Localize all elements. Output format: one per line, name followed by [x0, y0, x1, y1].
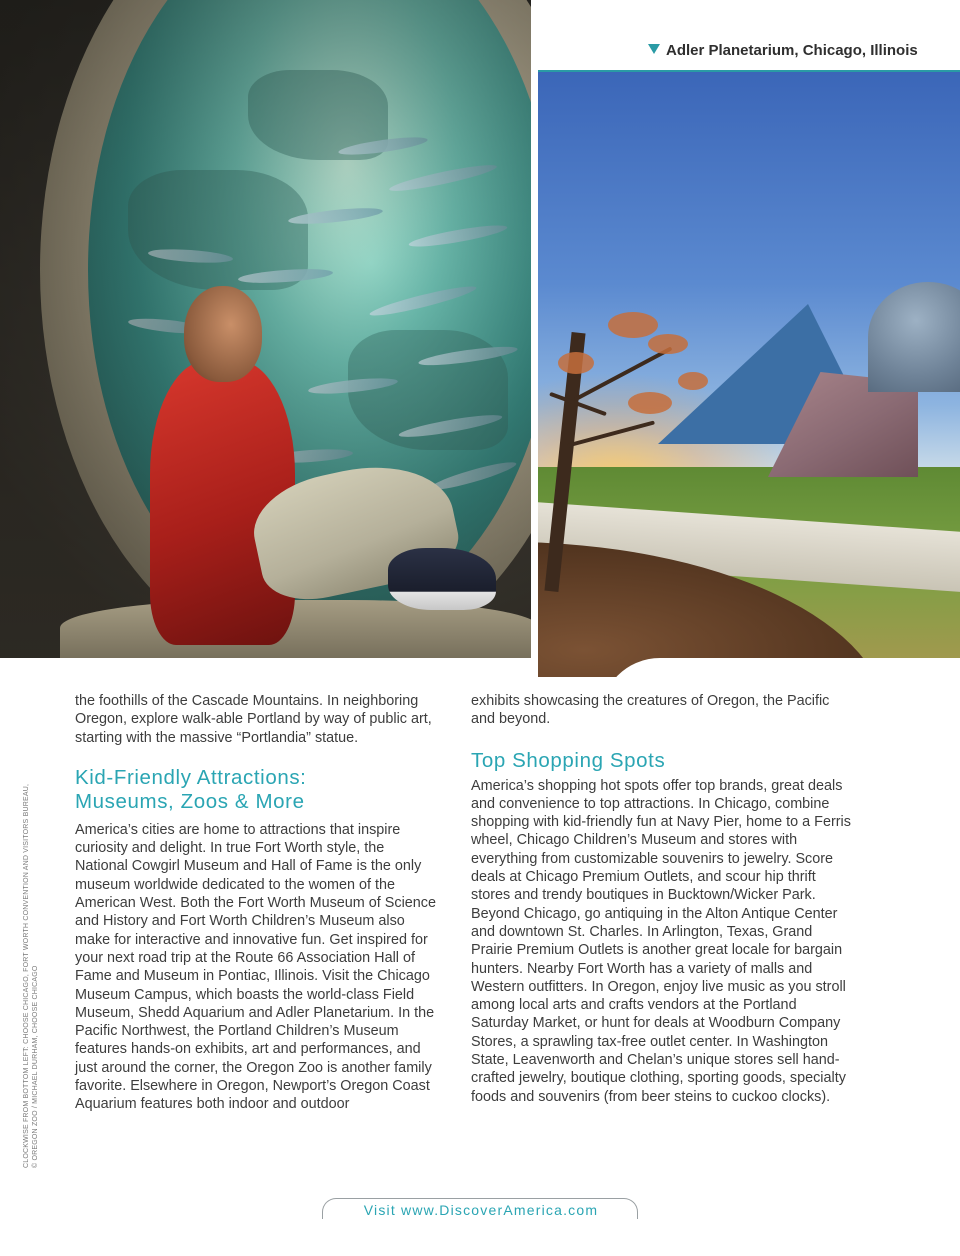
- shopping-heading: Top Shopping Spots: [471, 748, 666, 772]
- kid-friendly-heading: Kid-Friendly Attractions: Museums, Zoos & More: [75, 765, 307, 813]
- right-intro-paragraph: exhibits showcasing the creatures of Oregon, the Pacific and beyond.: [471, 693, 830, 728]
- left-column: [75, 692, 437, 1114]
- planetarium-dome: [868, 282, 960, 392]
- footer-link[interactable]: Visit www.DiscoverAmerica.com: [363, 1202, 599, 1218]
- aquarium-photo: [0, 0, 531, 658]
- left-intro-paragraph: the foothills of the Cascade Mountains. In neighboring Oregon, explore walk-able Portland by way of public art, starting with the massive “Portlandia” statue.: [75, 693, 432, 746]
- photo-credit: CLOCKWISE FROM BOTTOM LEFT: CHOOSE CHICAGO, FORT WORTH CONVENTION AND VISITORS BUREAU, © OREGON ZOO / MICHAEL DURHAM, CHOOSE CHICAGO: [23, 783, 39, 1168]
- caption-text: Adler Planetarium, Chicago, Illinois: [666, 42, 918, 59]
- kid-friendly-paragraph: America’s cities are home to attractions that inspire curiosity and delight. In true Fort Worth style, the National Cowgirl Museum and Hall of Fame is the only museum worldwide dedicated to the women of the American West. Both the Fort Worth Museum of Science and History and Fort Worth Children’s Museum also make for interactive and innovative fun. Get inspired for your next road trip at the Route 66 Association Hall of Fame and Museum in Pontiac, Illinois. Visit the Chicago Museum Campus, which boasts the world-class Field Museum, Shedd Aquarium and Adler Planetarium. In the Pacific Northwest, the Portland Children’s Museum features hands-on exhibits, art and performances, and just around the corner, the Oregon Zoo is another family favorite. Elsewhere in Oregon, Newport’s Oregon Coast Aquarium features both indoor and outdoor: [75, 821, 436, 1113]
- right-column: [471, 692, 851, 1106]
- shopping-paragraph: America’s shopping hot spots offer top brands, great deals and convenience to top attractions. In Chicago, combine shopping with kid-friendly fun at Navy Pier, home to a Ferris wheel, Chicago Children’s Museum and stores with everything from customizable souvenirs to jewelry. Score deals at Chicago Premium Outlets, and scour hip thrift stores and trendy boutiques in Bucktown/Wicker Park. Beyond Chicago, go antiquing in the Alton Antique Center and downtown St. Charles. In Arlington, Texas, Grand Prairie Premium Outlets is another great locale for bargain hunters. Nearby Fort Worth has a variety of malls and Western outfitters. In Oregon, enjoy live music as you stroll among local arts and crafts vendors at the Portland Saturday Market, or hunt for deals at Woodburn Company Stores, a sprawling tax-free outlet center. In Washington State, Leavenworth and Chelan’s unique stores sell hand-crafted jewelry, boutique clothing, sporting goods, specialty foods and souvenirs (from beer steins to cuckoo clocks).: [471, 777, 851, 1105]
- planetarium-photo: [538, 72, 960, 677]
- photo-caption: [648, 42, 918, 62]
- caption-triangle-icon: [648, 44, 660, 54]
